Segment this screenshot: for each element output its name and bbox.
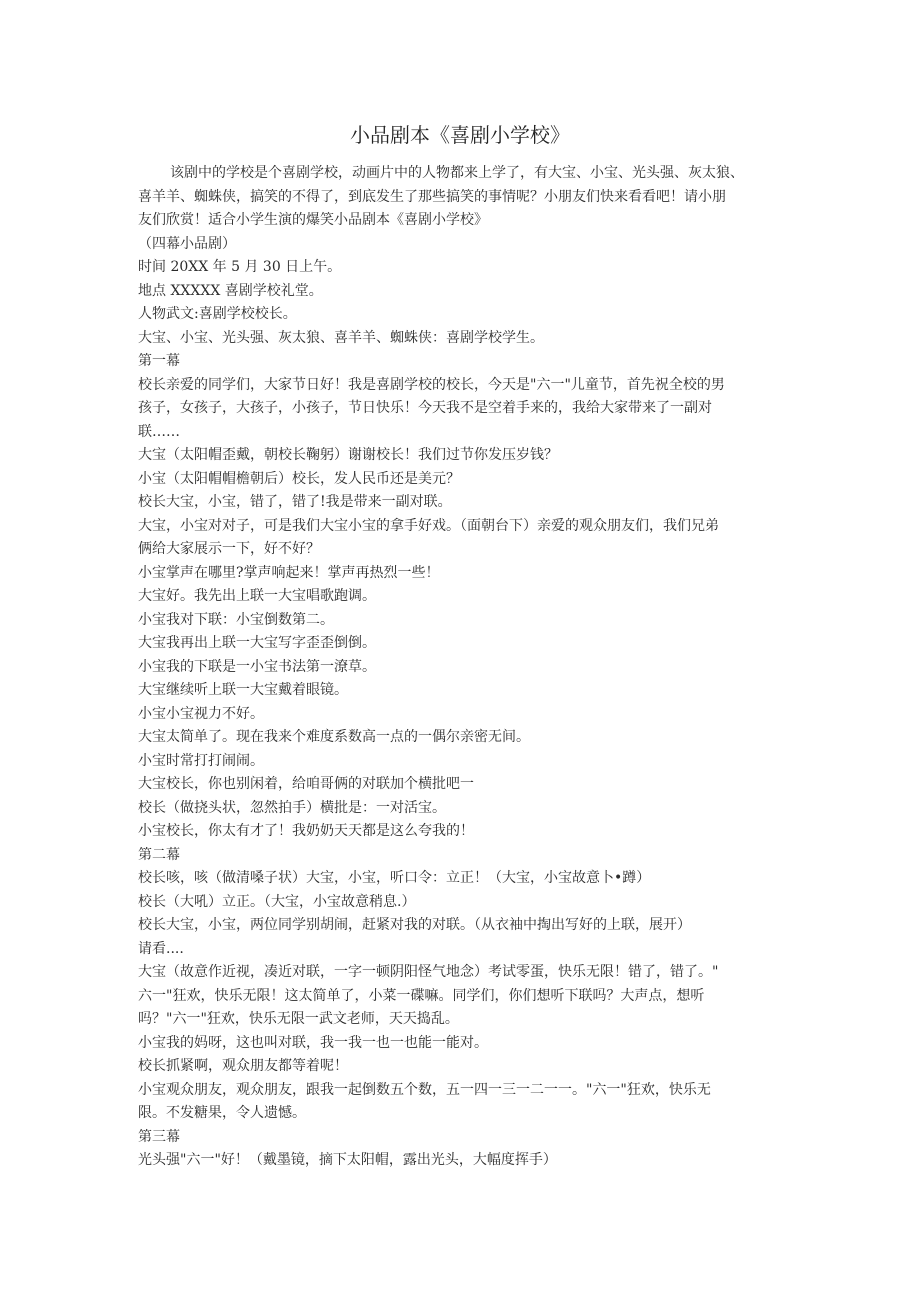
body-line: 地点 XXXXX 喜剧学校礼堂。: [138, 282, 323, 299]
body-line: 小宝我的妈呀，这也叫对联，我一我一也一也能一能对。: [138, 1034, 488, 1051]
body-line: 联……: [138, 423, 180, 440]
body-line: 小宝我对下联：小宝倒数第二。: [138, 611, 334, 628]
body-line: 校长大宝，小宝，错了，错了!我是带来一副对联。: [138, 494, 452, 510]
body-line: 校长咳，咳（做清嗓子状）大宝，小宝，听口令：立正！（大宝，小宝故意卜•蹲）: [138, 870, 651, 886]
act-heading: 第一幕: [138, 353, 180, 369]
body-line: 小宝掌声在哪里?掌声响起来！掌声再热烈一些！: [138, 564, 440, 581]
body-line: 孩子，女孩子，大孩子，小孩子，节日快乐！今天我不是空着手来的，我给大家带来了一副对: [138, 400, 712, 416]
body-line: 小宝观众朋友，观众朋友，跟我一起倒数五个数，五一四一三一二一一。"六一"狂欢，快乐无: [138, 1081, 711, 1098]
body-line: 大宝我再出上联一大宝写字歪歪倒倒。: [138, 635, 376, 651]
body-line: 大宝，小宝对对子，可是我们大宝小宝的拿手好戏。（面朝台下）亲爱的观众朋友们，我们兄弟: [138, 517, 719, 534]
body-line: 小宝（太阳帽帽檐朝后）校长，发人民币还是美元？: [138, 470, 460, 487]
body-line: 小宝小宝视力不好。: [138, 705, 264, 722]
body-line: 人物武文:喜剧学校校长。: [138, 306, 297, 322]
body-line: 大宝继续听上联一大宝戴着眼镜。: [138, 682, 348, 698]
body-line: 大宝太简单了。现在我来个难度系数高一点的一偶尔亲密无间。: [138, 729, 530, 745]
body-line: 大宝（故意作近视，凑近对联，一字一顿阴阳怪气地念）考试零蛋，快乐无限！错了，错了。": [138, 964, 719, 980]
body-line: 该剧中的学校是个喜剧学校，动画片中的人物都来上学了，有大宝、小宝、光头强、灰太狼、: [170, 165, 744, 181]
body-line: 友们欣赏！适合小学生演的爆笑小品剧本《喜剧小学校》: [138, 212, 488, 228]
body-line: 大宝（太阳帽歪戴，朝校长鞠躬）谢谢校长！我们过节你发压岁钱？: [138, 447, 558, 463]
act-heading: 第二幕: [138, 846, 180, 863]
body-line: （四幕小品剧）: [138, 235, 236, 252]
body-line: 俩给大家展示一下，好不好？: [138, 541, 320, 557]
body-line: 校长大宝，小宝，两位同学别胡闹，赶紧对我的对联。（从衣袖中掏出写好的上联，展开）: [138, 917, 691, 933]
body-line: 大宝好。我先出上联一大宝唱歌跑调。: [138, 588, 376, 604]
body-line: 吗？"六一"狂欢，快乐无限一武文老师，天天捣乱。: [138, 1011, 459, 1027]
body-line: 时间 20XX 年 5 月 30 日上午。: [138, 259, 342, 275]
act-heading: 第三幕: [138, 1128, 180, 1145]
body-line: 校长（大吼）立正。（大宝，小宝故意稍息.）: [138, 893, 416, 910]
body-line: 限。不发糖果，令人遗憾。: [138, 1105, 306, 1121]
body-line: 小宝时常打打闹闹。: [138, 752, 264, 769]
body-line: 校长抓紧啊，观众朋友都等着呢！: [138, 1058, 348, 1074]
body-line: 校长亲爱的同学们，大家节日好！我是喜剧学校的校长，今天是"六一"儿童节，首先祝全校的男: [138, 376, 725, 393]
document-title: 小品剧本《喜剧小学校》: [350, 123, 570, 147]
body-line: 请看....: [138, 940, 184, 957]
body-line: 小宝校长，你太有才了！我奶奶天天都是这么夸我的！: [138, 823, 474, 839]
document-body: [138, 162, 786, 1173]
body-line: 光头强"六一"好！（戴墨镜，摘下太阳帽，露出光头，大幅度挥手）: [138, 1152, 557, 1168]
body-line: 小宝我的下联是一小宝书法第一潦草。: [138, 658, 376, 675]
body-line: 校长（做挠头状，忽然拍手）横批是：一对活宝。: [138, 799, 446, 816]
body-line: 六一"狂欢，快乐无限！这太简单了，小菜一碟嘛。同学们，你们想听下联吗？大声点，想听: [138, 987, 705, 1004]
body-line: 大宝、小宝、光头强、灰太狼、喜羊羊、蜘蛛侠：喜剧学校学生。: [138, 329, 544, 346]
body-line: 大宝校长，你也别闲着，给咱哥俩的对联加个横批吧一: [138, 776, 474, 792]
body-line: 喜羊羊、蜘蛛侠，搞笑的不得了，到底发生了那些搞笑的事情呢？小朋友们快来看看吧！请小朋: [138, 188, 726, 205]
